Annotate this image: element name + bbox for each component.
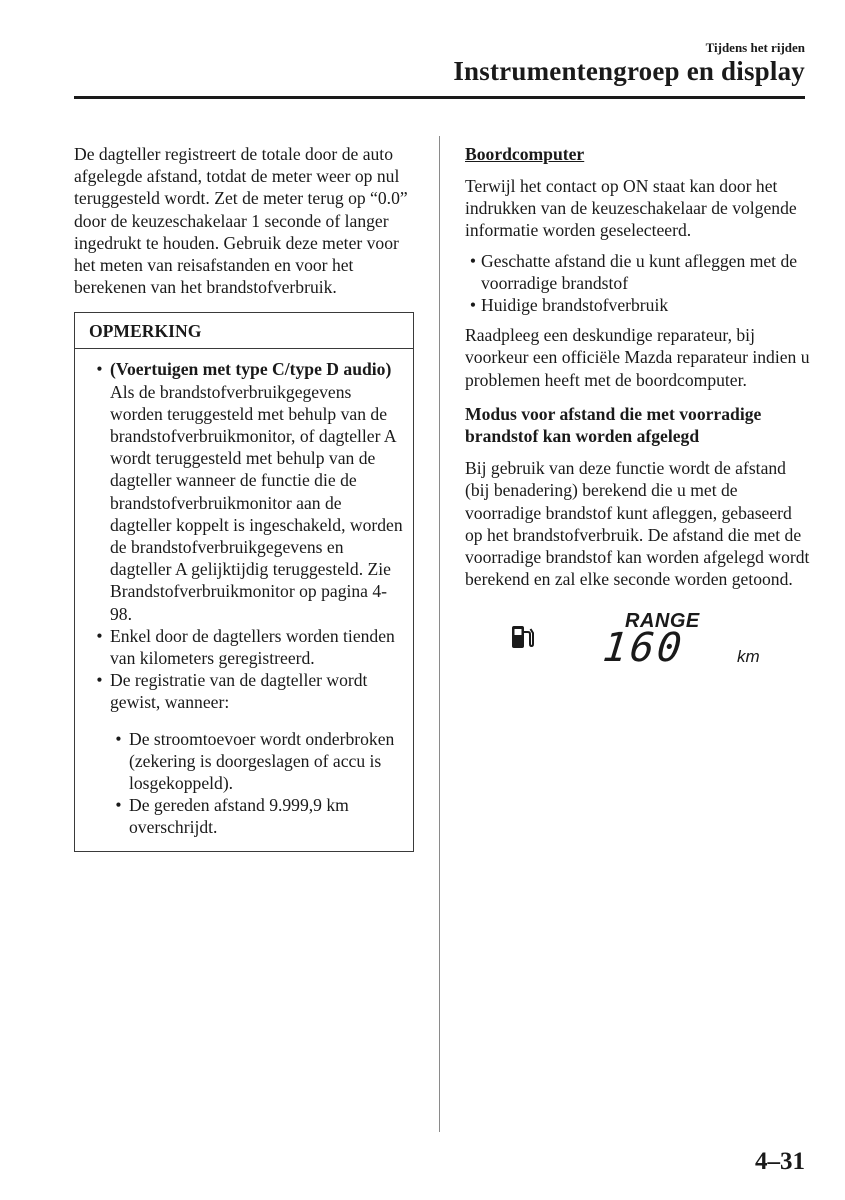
note-sublist <box>108 728 405 839</box>
intro-paragraph: De dagteller registreert de totale door de auto afgelegde afstand, totdat de meter weer op nul teruggesteld wordt. Zet de meter terug op “0.0” door de keuzeschakelaar 1 seconde of langer ingedrukt te houden. Gebruik deze meter voor het meten van reisafstanden en voor het berekenen van het brandstofverbruik. <box>74 144 408 298</box>
note-subitem-text: De stroomtoevoer wordt onderbroken (zekering is doorgeslagen of accu is losgekoppeld). <box>129 728 395 794</box>
left-column <box>74 143 414 852</box>
list-item <box>465 294 810 316</box>
page-title: Instrumentengroep en display <box>453 56 805 86</box>
range-display <box>465 604 810 674</box>
bullet-icon: • <box>469 295 477 316</box>
mode-paragraph: Bij gebruik van deze functie wordt de afstand (bij benadering) berekend die u met de voorradige brandstof kunt afleggen, gebaseerd op het brandstofverbruik. De afstand die met de voorradige brandstof kan worden afgelegd wordt berekend en zal elke seconde worden getoond. <box>465 458 810 590</box>
header-rule <box>74 96 805 99</box>
note-subitem <box>108 794 405 838</box>
section-title: Boordcomputer <box>465 144 585 164</box>
note-item <box>89 625 405 669</box>
list-item-text: Huidige brandstofverbruik <box>481 295 669 316</box>
column-divider <box>439 136 440 1132</box>
list-item-text: Geschatte afstand die u kunt afleggen met de voorradige brandstof <box>481 250 798 293</box>
fuel-pump-icon <box>510 624 534 655</box>
bullet-icon: • <box>96 670 103 691</box>
note-heading: OPMERKING <box>75 313 413 349</box>
note-item-text: De registratie van de dagteller wordt gewist, wanneer: <box>110 670 368 713</box>
note-item <box>89 358 405 624</box>
range-value: 160 <box>600 625 687 672</box>
bullet-icon: • <box>96 625 103 646</box>
page-number: 4–31 <box>755 1148 805 1175</box>
note-item-text: Enkel door de dagtellers worden tienden van kilometers geregistreerd. <box>110 625 395 669</box>
list-item <box>465 250 810 294</box>
note-item <box>89 669 405 713</box>
bullet-icon: • <box>469 250 477 271</box>
info-list <box>465 250 810 317</box>
range-label: RANGE <box>625 610 700 633</box>
note-body <box>75 349 413 850</box>
boordcomputer-intro: Terwijl het contact op ON staat kan door het indrukken van de keuzeschakelaar de volgende informatie worden geselecteerd. <box>465 176 797 241</box>
note-subitem-text: De gereden afstand 9.999,9 km overschrijdt. <box>129 795 349 838</box>
note-item-title: (Voertuigen met type C/type D audio) <box>110 359 392 380</box>
note-item-text: Als de brandstofverbruikgegevens worden teruggesteld met behulp van de brandstofverbruikmonitor, of dagteller A wordt teruggesteld met behulp van de dagteller wanneer de functie die de brandstofverbruikmonitor aan de dagteller koppelt is ingeschakeld, worden de brandstofverbruikgegevens en dagteller A gelijktijdig teruggesteld. Zie Brandstofverbruikmonitor op pagina 4-98. <box>110 381 403 624</box>
bullet-icon: • <box>96 359 103 380</box>
range-unit: km <box>737 647 760 667</box>
consult-paragraph: Raadpleeg een deskundige reparateur, bij voorkeur een officiële Mazda reparateur indien u problemen heeft met de boordcomputer. <box>465 325 810 390</box>
note-subitem <box>108 728 405 795</box>
bullet-icon: • <box>115 728 122 749</box>
note-box <box>74 312 414 851</box>
running-header-section: Tijdens het rijden <box>705 40 805 55</box>
right-column <box>465 143 810 674</box>
subsection-title: Modus voor afstand die met voorradige brandstof kan worden afgelegd <box>465 403 762 447</box>
bullet-icon: • <box>115 795 122 816</box>
